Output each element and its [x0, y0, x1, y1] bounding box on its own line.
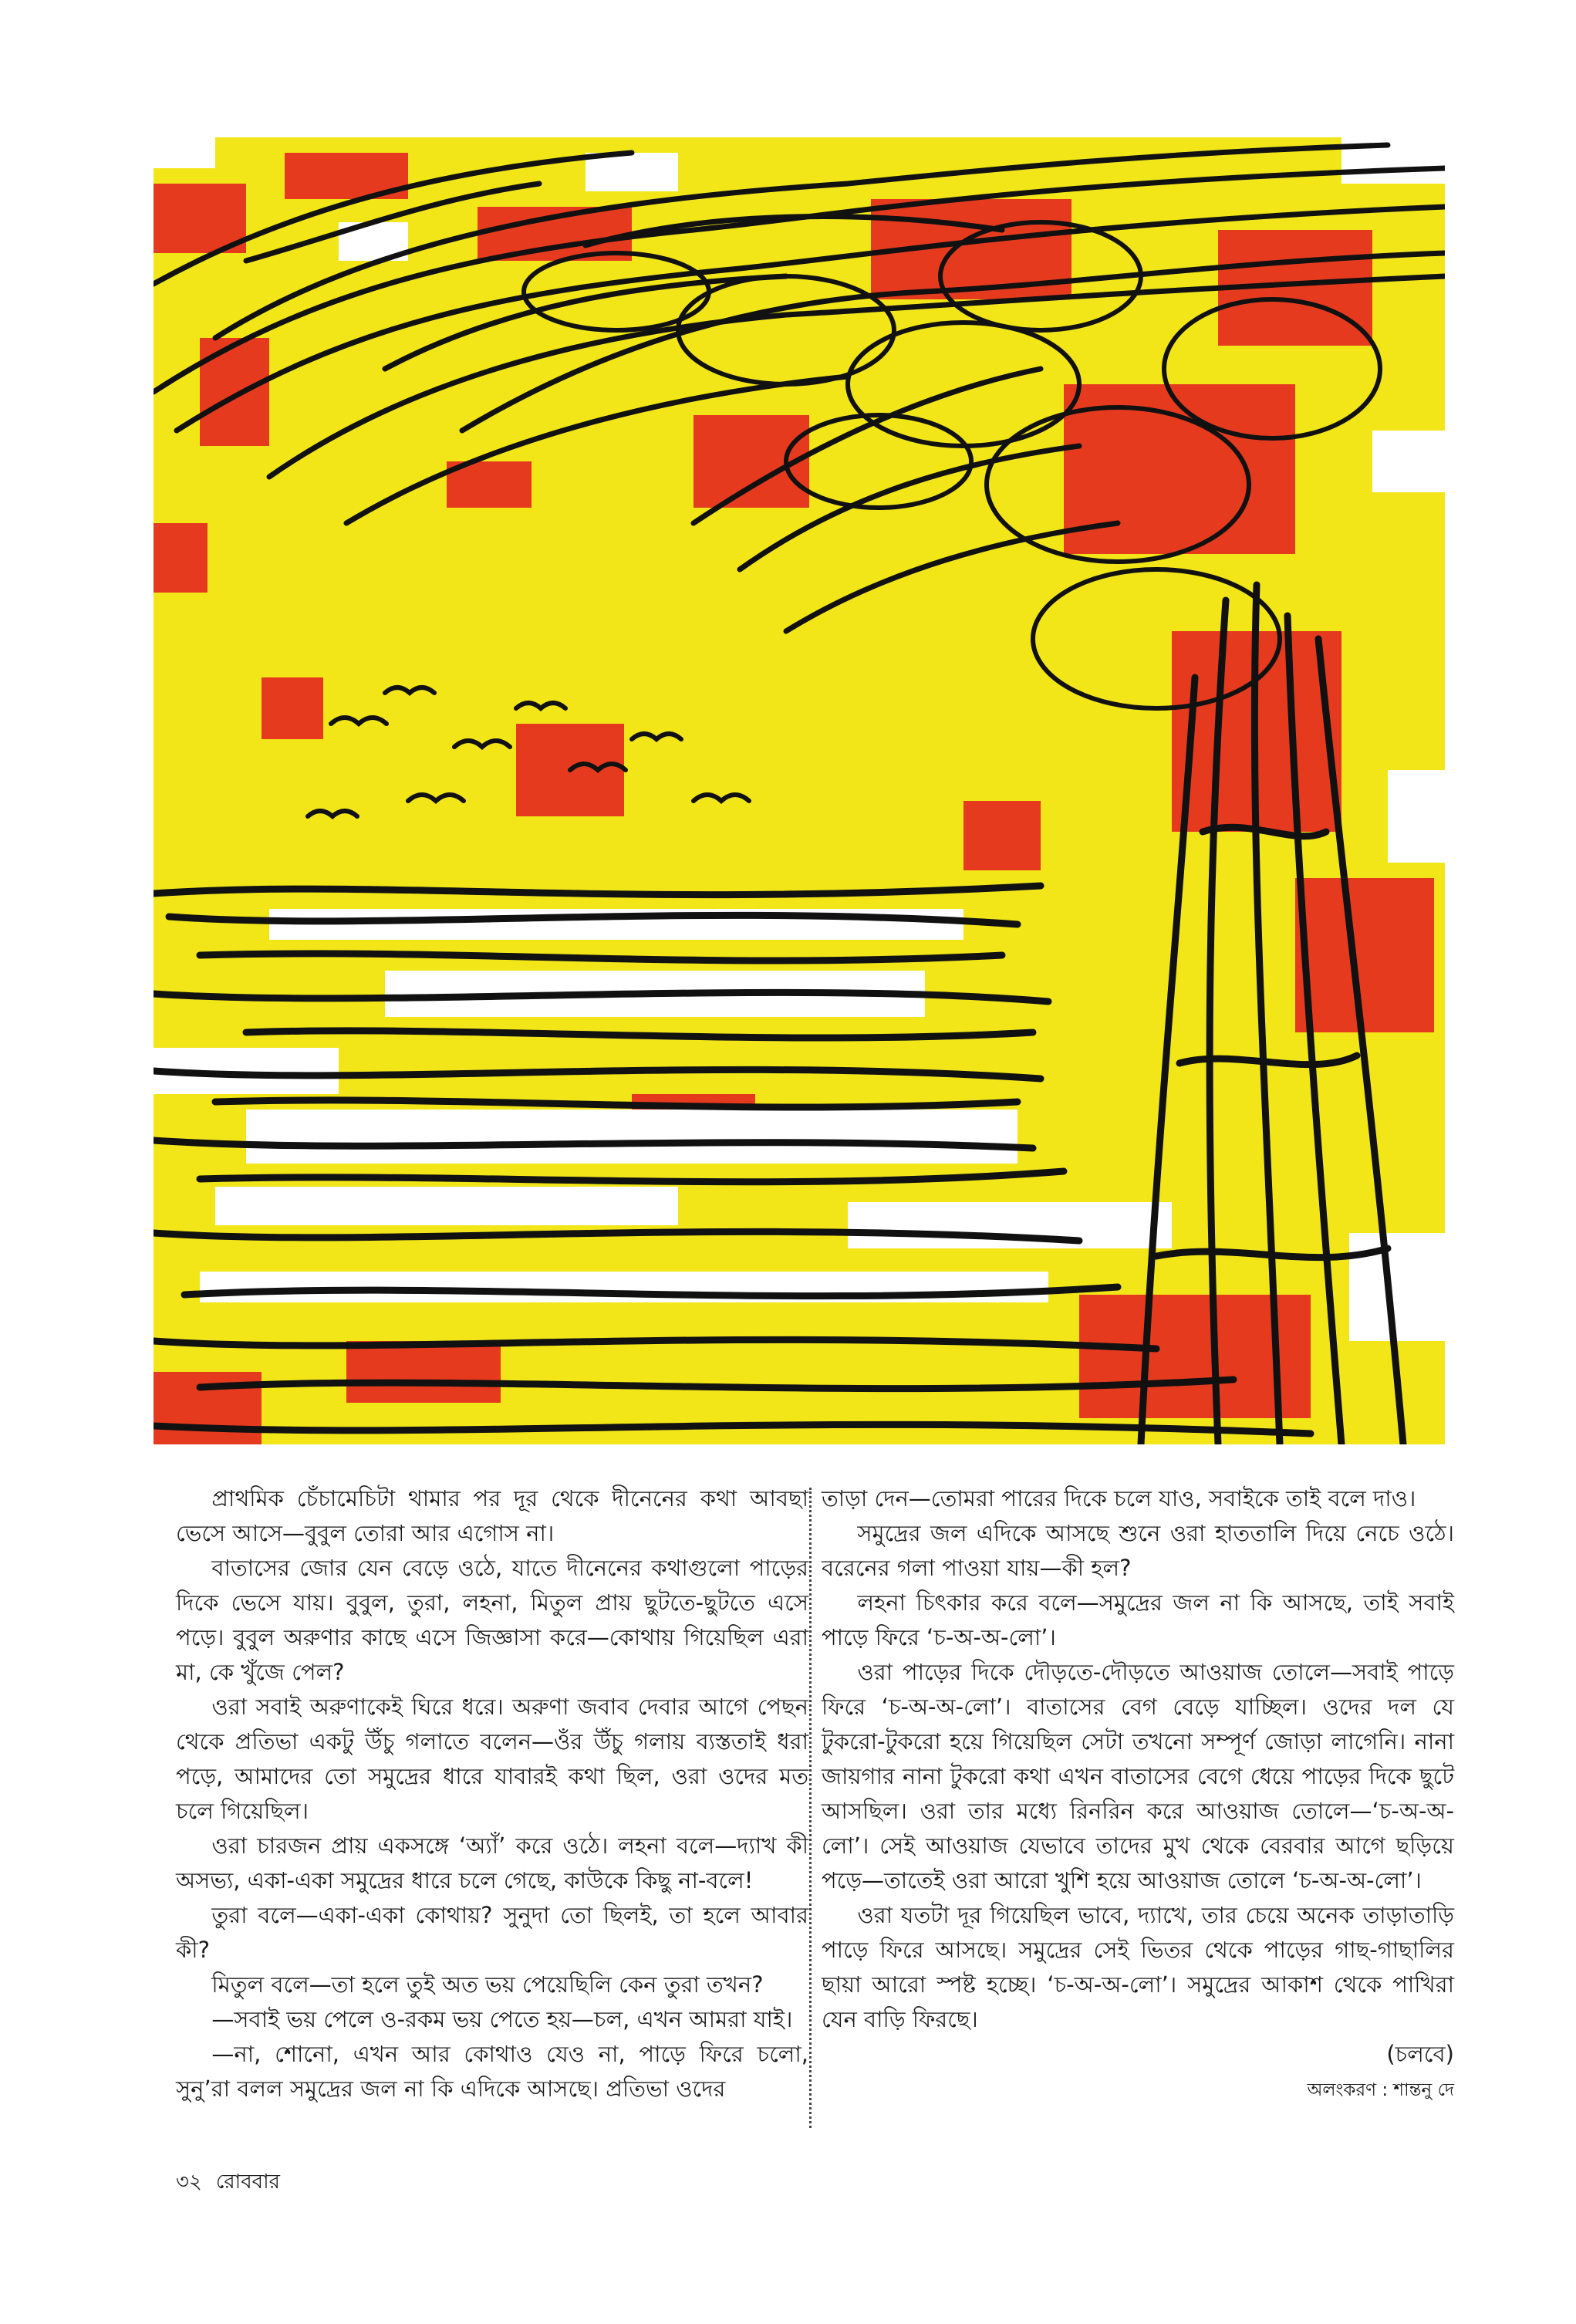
page-number: ৩২ [176, 2170, 202, 2194]
paragraph: তুরা বলে—একা-একা কোথায়? সুনুদা তো ছিলই, তা হলে আবার কী? [176, 1902, 808, 1963]
article-left-column [176, 1481, 808, 2106]
paragraph: ওরা পাড়ের দিকে দৌড়তে-দৌড়তে আওয়াজ তোলে—সবাই পাড়ে ফিরে ‘চ-অ-অ-লো’। বাতাসের বেগ বেড়ে যাচ্ছিল। ওদের দল যে টুকরো-টুকরো হয়ে গিয়েছিল সেটা তখনো সম্পূর্ণ জোড়া লাগেনি। নানা জায়গার নানা টুকরো কথা এখন বাতাসের বেগে ধেয়ে পাড়ের দিকে ছুটে আসছিল। ওরা তার মধ্যে রিনরিন করে আওয়াজ তোলে—‘চ-অ-অ-লো’। সেই আওয়াজ যেভাবে তাদের মুখ থেকে বেরবার আগে ছড়িয়ে পড়ে—তাতেই ওরা আরো খুশি হয়ে আওয়াজ তোলে ‘চ-অ-অ-লো’। [822, 1659, 1454, 1893]
paragraph: প্রাথমিক চেঁচামেচিটা থামার পর দূর থেকে দীনেনের কথা আবছা ভেসে আসে—বুবুল তোরা আর এগোস না। [176, 1485, 808, 1546]
paragraph: বাতাসের জোর যেন বেড়ে ওঠে, যাতে দীনেনের কথাগুলো পাড়ের দিকে ভেসে যায়। বুবুল, তুরা, লহনা, মিতুল প্রায় ছুটতে-ছুটতে এসে পড়ে। বুবুল অরুণার কাছে এসে জিজ্ঞাসা করে—কোথায় গিয়েছিল এরা মা, কে খুঁজে পেল? [176, 1555, 808, 1685]
paragraph: তাড়া দেন—তোমরা পারের দিকে চলে যাও, সবাইকে তাই বলে দাও। [822, 1485, 1416, 1512]
paragraph: ওরা যতটা দূর গিয়েছিল ভাবে, দ্যাখে, তার চেয়ে অনেক তাড়াতাড়ি পাড়ে ফিরে আসছে। সমুদ্রের সেই ভিতর থেকে পাড়ের গাছ-গাছালির ছায়া আরো স্পষ্ট হচ্ছে। ‘চ-অ-অ-লো’। সমুদ্রের আকাশ থেকে পাখিরা যেন বাড়ি ফিরছে। [822, 1902, 1454, 2032]
paragraph: মিতুল বলে—তা হলে তুই অত ভয় পেয়েছিলি কেন তুরা তখন? [211, 1971, 764, 1998]
paragraph: —না, শোনো, এখন আর কোথাও যেও না, পাড়ে ফিরে চলো, সুনু’রা বলল সমুদ্রের জল না কি এদিকে আসছে। প্রতিভা ওদের [176, 2041, 808, 2102]
page-footer [176, 2168, 280, 2196]
illustration-seascape [154, 137, 1445, 1444]
paragraph: সমুদ্রের জল এদিকে আসছে শুনে ওরা হাততালি দিয়ে নেচে ওঠে। বরেনের গলা পাওয়া যায়—কী হল? [822, 1520, 1454, 1581]
paragraph: ওরা সবাই অরুণাকেই ঘিরে ধরে। অরুণা জবাব দেবার আগে পেছন থেকে প্রতিভা একটু উঁচু গলাতে বলেন—ওঁর উঁচু গলায় ব্যস্ততাই ধরা পড়ে, আমাদের তো সমুদ্রের ধারে যাবারই কথা ছিল, ওরা ওদের মত চলে গিয়েছিল। [176, 1694, 808, 1824]
article-right-column [822, 1481, 1454, 2037]
paragraph: লহনা চিৎকার করে বলে—সমুদ্রের জল না কি আসছে, তাই সবাই পাড়ে ফিরে ‘চ-অ-অ-লো’। [822, 1589, 1454, 1650]
paragraph: —সবাই ভয় পেলে ও-রকম ভয় পেতে হয়—চল, এখন আমরা যাই। [211, 2006, 793, 2032]
column-divider [809, 1488, 812, 2128]
magazine-name: রোববার [215, 2170, 280, 2194]
illustration-credit: অলংকরণ : শান্তনু দে [1307, 2080, 1454, 2100]
to-be-continued-note: (চলবে) [1386, 2041, 1454, 2067]
paragraph: ওরা চারজন প্রায় একসঙ্গে ‘অ্যাঁ’ করে ওঠে। লহনা বলে—দ্যাখ কী অসভ্য, একা-একা সমুদ্রের ধারে চলে গেছে, কাউকে কিছু না-বলে! [176, 1833, 808, 1893]
